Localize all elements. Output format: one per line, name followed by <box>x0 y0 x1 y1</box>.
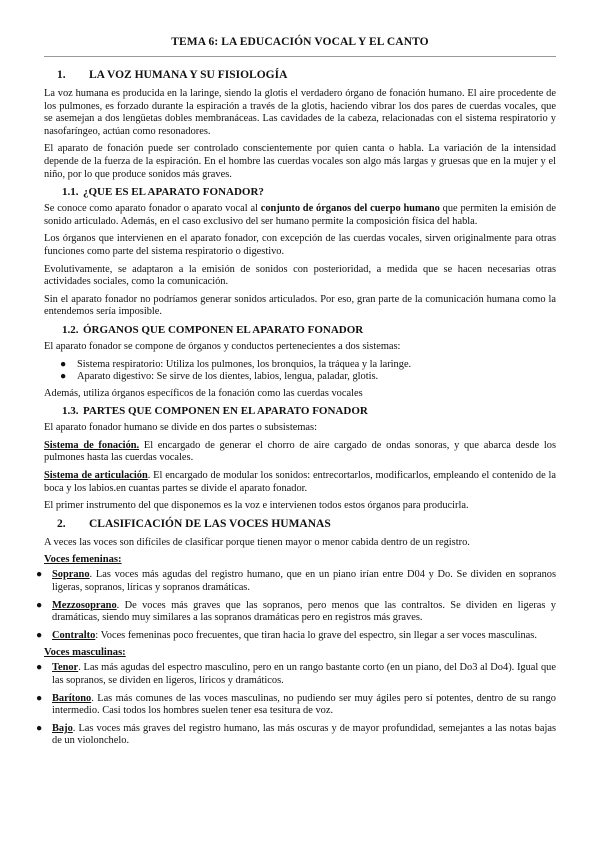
list-item: ● Bajo. Las voces más graves del registro humano, las más oscuras y de mayor profundidad, semejantes a las notas bajas de un violonchelo. <box>36 722 556 747</box>
document-page <box>36 36 556 753</box>
bullet-icon: ● <box>36 629 43 641</box>
title-divider <box>44 56 556 57</box>
paragraph: El aparato de fonación puede ser controlado conscientemente por quien canta o habla. La variación de la intensidad depende de la fuerza de la espiración. En el hombre las cuerdas vocales son algo más largas y gruesas que en la mujer y el niño, por lo que produce sonidos más graves. <box>44 143 556 180</box>
paragraph: Se conoce como aparato fonador o aparato vocal al conjunto de órganos del cuerpo humano que permiten la emisión de sonido articulado. Además, en el caso exclusivo del ser humano permite la composición física del habla. <box>44 203 556 227</box>
section-1-2-heading: 1.2. ÓRGANOS QUE COMPONEN EL APARATO FONADOR <box>62 323 364 336</box>
paragraph: El primer instrumento del que disponemos es la voz e intervienen todos estos órganos para producirla. <box>44 500 469 512</box>
male-voices-list <box>36 662 556 748</box>
paragraph: La voz humana es producida en la laringe, siendo la glotis el verdadero órgano de fonación humano. El aire procedente de los pulmones, es forzado durante la espiración a través de la glotis, haciendo vibrar los dos pares de cuerdas vocales, que se asemejan a dos lengüetas dobles membranáceas. Las cavidades de la cabeza, relacionadas con el sistema respiratorio y nasofaríngeo, actúan como resonadores. <box>44 88 556 137</box>
paragraph: A veces las voces son difíciles de clasificar porque tienen mayor o menor cabida dentro de un registro. <box>44 536 470 548</box>
bullet-icon: ● <box>60 371 67 383</box>
bullet-icon: ● <box>60 358 67 370</box>
female-voices-heading: Voces femeninas: <box>44 554 122 566</box>
bullet-icon: ● <box>36 599 43 611</box>
section-1-1-heading: 1.1. ¿QUE ES EL APARATO FONADOR? <box>62 186 264 199</box>
list-item: ● Barítono. Las más comunes de las voces masculinas, no pudiendo ser muy ágiles pero sí potentes, dentro de su rango intermedio. Casi todos los hombres suelen tener esa tesitura de voz. <box>36 692 556 717</box>
paragraph: Sin el aparato fonador no podríamos generar sonidos articulados. Por eso, gran parte de la comunicación humana como la entendemos sería imposible. <box>44 293 556 318</box>
paragraph: Los órganos que intervienen en el aparato fonador, con excepción de las cuerdas vocales, sirven originalmente para otras funciones como parte del sistema respiratorio o digestivo. <box>44 233 556 257</box>
section-1-3-heading: 1.3. PARTES QUE COMPONEN EN EL APARATO FONADOR <box>62 405 368 418</box>
list-item: ● Mezzosoprano. De voces más graves que las sopranos, pero menos que las contraltos. Se dividen en ligeras y dramáticas, siendo muy similares a las sopranos dramáticas pero en registros más graves. <box>36 599 556 624</box>
paragraph: Sistema de fonación. El encargado de generar el chorro de aire cargado de ondas sonoras, y que abarca desde los pulmones hasta las cuerdas vocales. <box>44 439 556 464</box>
organ-systems-list <box>44 359 556 384</box>
male-voices-heading: Voces masculinas: <box>44 647 126 659</box>
paragraph: Además, utiliza órganos específicos de la fonación como las cuerdas vocales <box>44 387 363 399</box>
list-item: ● Soprano. Las voces más agudas del registro humano, que en un piano irían entre D04 y Do. Se dividen en sopranos ligeras, sopranos, líricas y sopranos dramáticas. <box>36 569 556 594</box>
paragraph: El aparato fonador se compone de órganos y conductos pertenecientes a dos sistemas: <box>44 340 401 352</box>
paragraph: Evolutivamente, se adaptaron a la emisión de sonidos con posterioridad, a medida que se hacen necesarias otras actividades sociales, como la comunicación. <box>44 263 556 288</box>
bullet-icon: ● <box>36 722 43 734</box>
section-1-heading: 1. LA VOZ HUMANA Y SU FISIOLOGÍA <box>57 69 288 81</box>
bullet-icon: ● <box>36 692 43 704</box>
bullet-icon: ● <box>36 569 43 581</box>
list-item: ● Tenor. Las más agudas del espectro masculino, pero en un rango bastante corto (en un piano, del Do3 al Do4). Igual que las sopranos, se dividen en ligeros, líricos y dramáticos. <box>36 662 556 686</box>
paragraph: El aparato fonador humano se divide en dos partes o subsistemas: <box>44 422 317 434</box>
list-item: ● Contralto: Voces femeninas poco frecuentes, que tiran hacia lo grave del espectro, sin llegar a ser voces masculinas. <box>36 629 537 641</box>
female-voices-list <box>36 569 556 642</box>
document-title: TEMA 6: LA EDUCACIÓN VOCAL Y EL CANTO <box>171 36 429 48</box>
list-item: ● Aparato digestivo: Se sirve de los dientes, labios, lengua, paladar, glotis. <box>60 371 379 383</box>
paragraph: Sistema de articulación. El encargado de modular los sonidos: entrecortarlos, modificarlos, empleando el contenido de la boca y los labios.en cuantas partes se divide el aparato fonador. <box>44 470 556 494</box>
section-2-heading: 2. CLASIFICACIÓN DE LAS VOCES HUMANAS <box>57 517 331 530</box>
list-item: ● Sistema respiratorio: Utiliza los pulmones, los bronquios, la tráquea y la laringe. <box>60 358 412 370</box>
bullet-icon: ● <box>36 662 43 674</box>
